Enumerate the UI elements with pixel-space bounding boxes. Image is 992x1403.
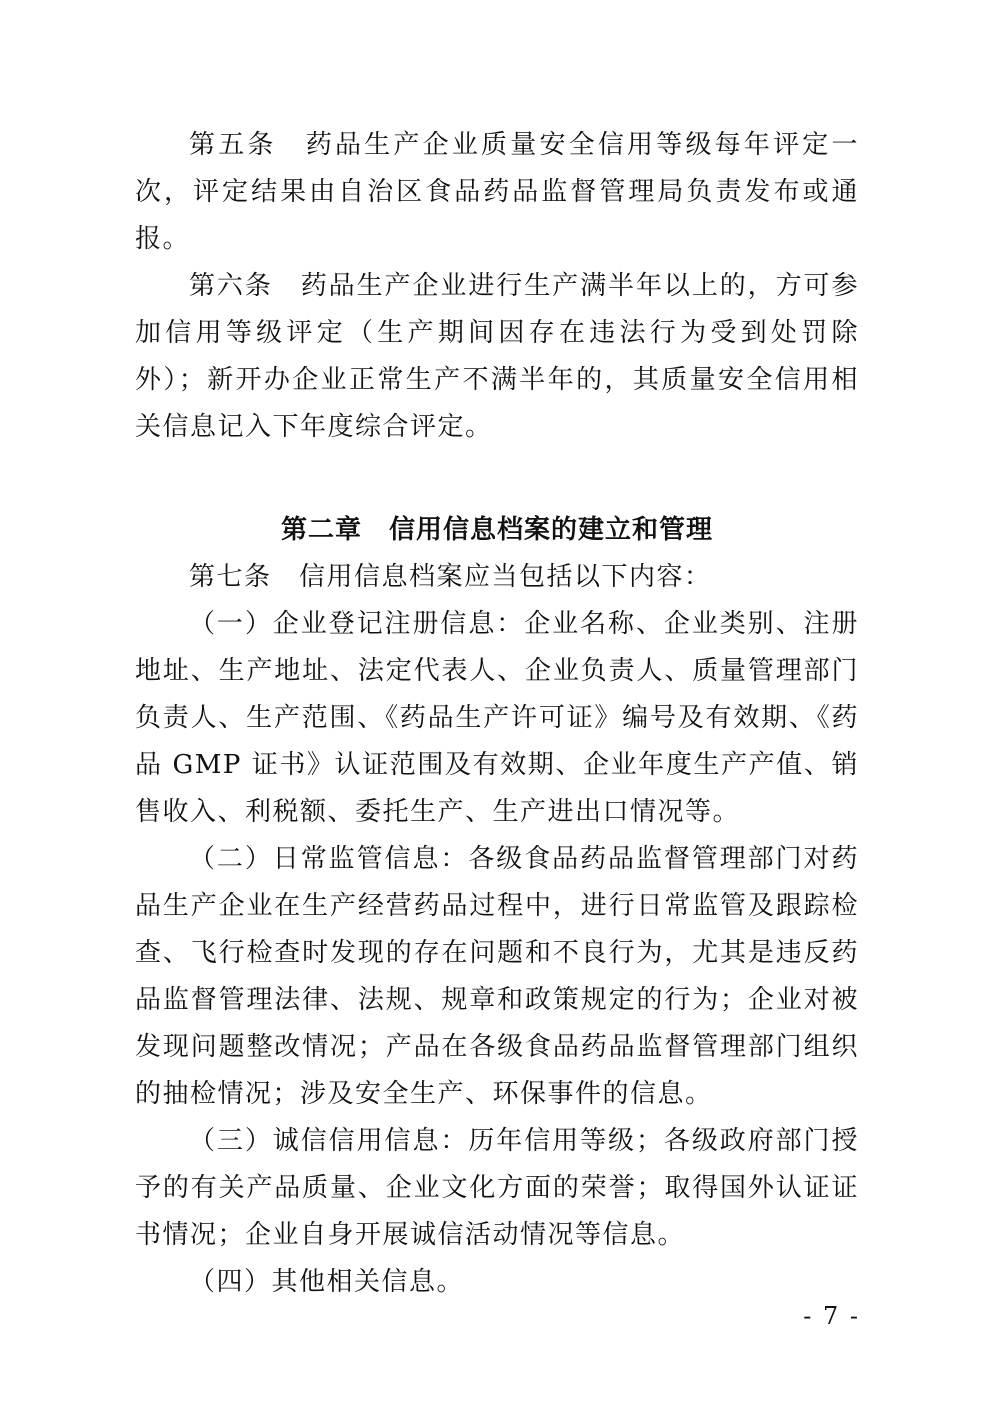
item-1-paragraph: （一）企业登记注册信息：企业名称、企业类别、注册地址、生产地址、法定代表人、企业负责人、质量管理部门负责人、生产范围、《药品生产许可证》编号及有效期、《药品 GMP 证书》认证范围及有效期、企业年度生产产值、销售收入、利税额、委托生产、生产进出口情况等。	[135, 609, 859, 827]
page-number: - 7 -	[803, 1302, 860, 1330]
article-6-paragraph: 第六条 药品生产企业进行生产满半年以上的，方可参加信用等级评定（生产期间因存在违法行为受到处罚除外）；新开办企业正常生产不满半年的，其质量安全信用相关信息记入下年度综合评定。	[135, 271, 859, 442]
article-5-paragraph: 第五条 药品生产企业质量安全信用等级每年评定一次，评定结果由自治区食品药品监督管理局负责发布或通报。	[135, 130, 859, 254]
item-4-paragraph: （四）其他相关信息。	[189, 1267, 465, 1297]
document-body	[135, 122, 859, 1306]
article-7-paragraph: 第七条 信用信息档案应当包括以下内容：	[189, 562, 712, 592]
item-3-paragraph: （三）诚信信用信息：历年信用等级；各级政府部门授予的有关产品质量、企业文化方面的荣誉；取得国外认证证书情况；企业自身开展诚信活动情况等信息。	[135, 1126, 859, 1250]
item-2-paragraph: （二）日常监管信息：各级食品药品监督管理部门对药品生产企业在生产经营药品过程中，进行日常监管及跟踪检查、飞行检查时发现的存在问题和不良行为，尤其是违反药品监督管理法律、法规、规章和政策规定的行为；企业对被发现问题整改情况；产品在各级食品药品监督管理部门组织的抽检情况；涉及安全生产、环保事件的信息。	[135, 844, 859, 1109]
chapter-heading: 第二章 信用信息档案的建立和管理	[280, 515, 713, 545]
